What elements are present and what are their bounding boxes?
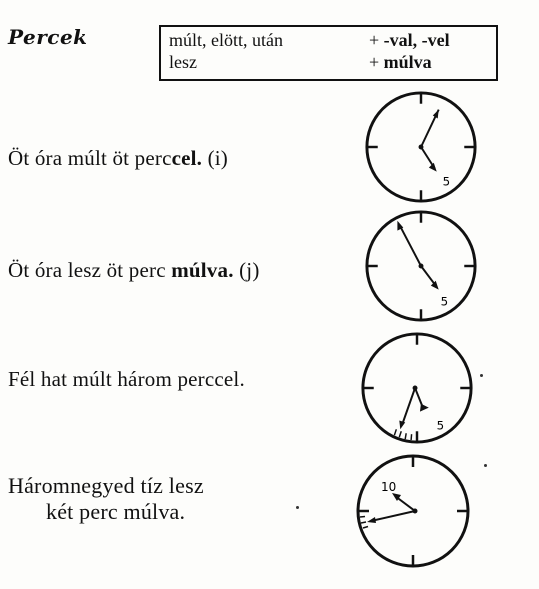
hour-hand-tip	[420, 404, 429, 412]
rule-row-past	[169, 29, 496, 51]
clock-numeral: 5	[440, 294, 449, 309]
example-sentence-1	[8, 146, 228, 171]
rule-future-suffix-group	[369, 51, 432, 73]
minute-hand	[371, 511, 415, 521]
speck	[484, 464, 487, 467]
sentence-1-tail: (i)	[202, 146, 228, 170]
speck	[296, 506, 299, 509]
rule-future-word: lesz	[169, 52, 197, 72]
example-sentence-4-line-2: két perc múlva.	[46, 499, 186, 524]
clock-face-3	[358, 329, 476, 447]
rule-past-suffix-group	[369, 29, 450, 51]
minute-hand-tip	[399, 420, 405, 429]
rule-future-suffix: múlva	[383, 52, 432, 72]
rule-past-suffix: -val, -vel	[383, 30, 450, 50]
example-sentence-2	[8, 258, 260, 283]
minute-hand-tip	[367, 517, 376, 523]
sentence-2-bold: múlva.	[171, 258, 234, 282]
clock-center	[413, 509, 418, 514]
rule-plus-sign: +	[369, 30, 380, 50]
rule-plus-sign: +	[369, 52, 380, 72]
sentence-2-text: Öt óra lesz öt perc	[8, 258, 172, 282]
grammar-rule-box	[159, 25, 498, 81]
sentence-2-tail: (j)	[233, 258, 260, 282]
rule-past-words: múlt, elött, után	[169, 30, 283, 50]
minute-hand-tip	[433, 110, 439, 119]
sentence-1-bold: cel.	[171, 146, 203, 170]
minute-hand	[402, 388, 415, 424]
hour-hand-tip	[429, 163, 437, 172]
section-heading: Percek	[8, 25, 88, 49]
clock-center	[413, 386, 418, 391]
sentence-1-text: Öt óra múlt öt perc	[8, 146, 172, 170]
clock-face-1	[362, 88, 480, 206]
clock-center	[419, 145, 424, 150]
speck	[480, 374, 483, 377]
clock-center	[419, 264, 424, 269]
example-sentence-3: Fél hat múlt három perccel.	[8, 367, 245, 391]
rule-row-future	[169, 51, 496, 73]
clock-numeral: 5	[436, 418, 445, 433]
clock-face-4	[353, 451, 473, 571]
example-sentence-4-line-1: Háromnegyed tíz lesz	[8, 473, 204, 498]
hour-hand	[421, 266, 436, 286]
clock-numeral: 5	[442, 174, 451, 189]
minute-hand	[399, 225, 421, 266]
clock-face-2	[362, 207, 480, 325]
clock-numeral: 10	[381, 480, 397, 494]
